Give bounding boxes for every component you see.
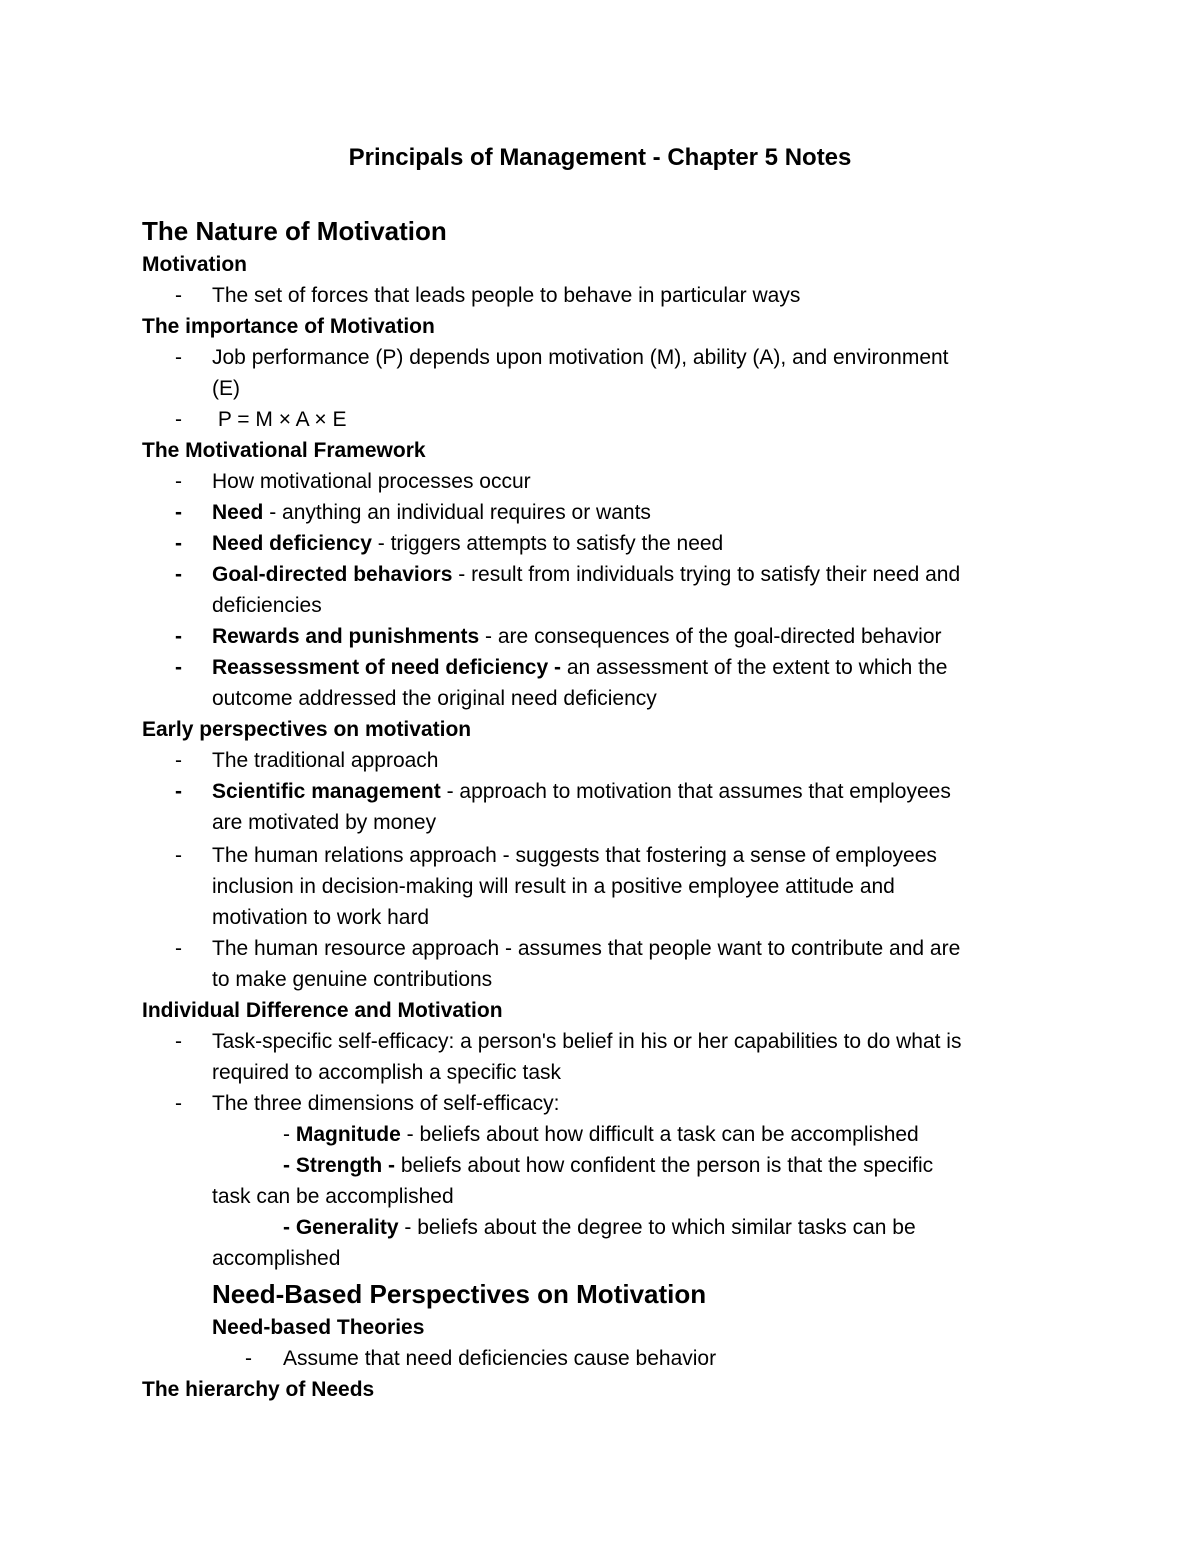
sub-item-generality xyxy=(283,1212,916,1243)
bullet-dash: - xyxy=(175,563,182,586)
subheading-motivational-framework: The Motivational Framework xyxy=(142,439,426,462)
list-item-continuation: deficiencies xyxy=(212,594,322,617)
subheading-early-perspectives: Early perspectives on motivation xyxy=(142,718,472,741)
term-need-deficiency: Need deficiency xyxy=(212,532,372,555)
bullet-dash: - xyxy=(175,501,182,524)
definition-text: - approach to motivation that assumes that employees xyxy=(440,780,951,803)
list-item-text xyxy=(212,776,1062,807)
definition-text: - beliefs about the degree to which similar tasks can be xyxy=(398,1216,916,1239)
list-item-continuation: task can be accomplished xyxy=(212,1185,454,1208)
bullet-dash: - xyxy=(175,844,182,867)
bullet-dash: - xyxy=(175,625,182,648)
subheading-need-based-theories: Need-based Theories xyxy=(212,1316,425,1339)
term-need: Need xyxy=(212,501,264,524)
sub-item-magnitude xyxy=(283,1119,919,1150)
list-item-continuation: (E) xyxy=(212,377,240,400)
subheading-individual-difference: Individual Difference and Motivation xyxy=(142,999,503,1022)
list-item-text: The human relations approach - suggests that fostering a sense of employees xyxy=(212,844,937,867)
definition-text: beliefs about how confident the person is that the specific xyxy=(394,1154,934,1177)
list-item-text: The three dimensions of self-efficacy: xyxy=(212,1092,560,1115)
definition-text: - beliefs about how difficult a task can be accomplished xyxy=(400,1123,919,1146)
list-item-continuation: accomplished xyxy=(212,1247,341,1270)
bullet-dash: - xyxy=(175,408,182,431)
definition-text: an assessment of the extent to which the xyxy=(560,656,948,679)
list-item-text xyxy=(212,652,1062,683)
list-item-text: The traditional approach xyxy=(212,749,439,772)
term-goal-directed-behaviors: Goal-directed behaviors xyxy=(212,563,453,586)
bullet-dash: - xyxy=(175,656,182,679)
bullet-dash: - xyxy=(175,346,182,369)
list-item-continuation: outcome addressed the original need deficiency xyxy=(212,687,657,710)
list-item-text: The set of forces that leads people to behave in particular ways xyxy=(212,284,801,307)
bullet-dash: - xyxy=(175,937,182,960)
subheading-importance-of-motivation: The importance of Motivation xyxy=(142,315,435,338)
bullet-dash: - xyxy=(175,470,182,493)
definition-text: - anything an individual requires or wants xyxy=(263,501,651,524)
term-reassessment: Reassessment of need deficiency - xyxy=(212,656,561,679)
list-item-text xyxy=(212,497,1062,528)
definition-text: - triggers attempts to satisfy the need xyxy=(371,532,724,555)
bullet-dash: - xyxy=(175,532,182,555)
bullet-dash: - xyxy=(175,284,182,307)
list-item-text: Task-specific self-efficacy: a person's belief in his or her capabilities to do what is xyxy=(212,1030,962,1053)
definition-text: - result from individuals trying to satisfy their need and xyxy=(452,563,961,586)
term-scientific-management: Scientific management xyxy=(212,780,441,803)
bullet-dash: - xyxy=(175,1030,182,1053)
list-item-text: Job performance (P) depends upon motivation (M), ability (A), and environment xyxy=(212,346,949,369)
section-heading-need-based-perspectives: Need-Based Perspectives on Motivation xyxy=(212,1279,707,1309)
list-item-continuation: required to accomplish a specific task xyxy=(212,1061,561,1084)
sub-item-prefix: - xyxy=(283,1123,296,1146)
term-generality: - Generality xyxy=(283,1216,399,1239)
subheading-motivation: Motivation xyxy=(142,253,247,276)
definition-text: - are consequences of the goal-directed behavior xyxy=(479,625,942,648)
list-item-continuation: motivation to work hard xyxy=(212,906,430,929)
list-item-text: How motivational processes occur xyxy=(212,470,531,493)
section-heading-nature-of-motivation: The Nature of Motivation xyxy=(142,216,447,246)
bullet-dash: - xyxy=(175,780,182,803)
page-title: Principals of Management - Chapter 5 Notes xyxy=(348,144,852,171)
bullet-dash: - xyxy=(175,1092,182,1115)
list-item-continuation: to make genuine contributions xyxy=(212,968,493,991)
term-strength: - Strength - xyxy=(283,1154,395,1177)
term-rewards-and-punishments: Rewards and punishments xyxy=(212,625,480,648)
list-item-text: The human resource approach - assumes that people want to contribute and are xyxy=(212,937,961,960)
bullet-dash: - xyxy=(175,749,182,772)
list-item-text xyxy=(212,528,1062,559)
list-item-text xyxy=(212,559,1062,590)
bullet-dash: - xyxy=(245,1347,252,1370)
sub-item-strength xyxy=(283,1150,933,1181)
list-item-continuation: are motivated by money xyxy=(212,811,437,834)
term-magnitude: Magnitude xyxy=(295,1123,401,1146)
formula-text: P = M × A × E xyxy=(212,408,347,431)
list-item-continuation: inclusion in decision-making will result in a positive employee attitude and xyxy=(212,875,895,898)
list-item-text: Assume that need deficiencies cause behavior xyxy=(283,1347,717,1370)
subheading-hierarchy-of-needs: The hierarchy of Needs xyxy=(142,1378,375,1401)
list-item-text xyxy=(212,621,1062,652)
